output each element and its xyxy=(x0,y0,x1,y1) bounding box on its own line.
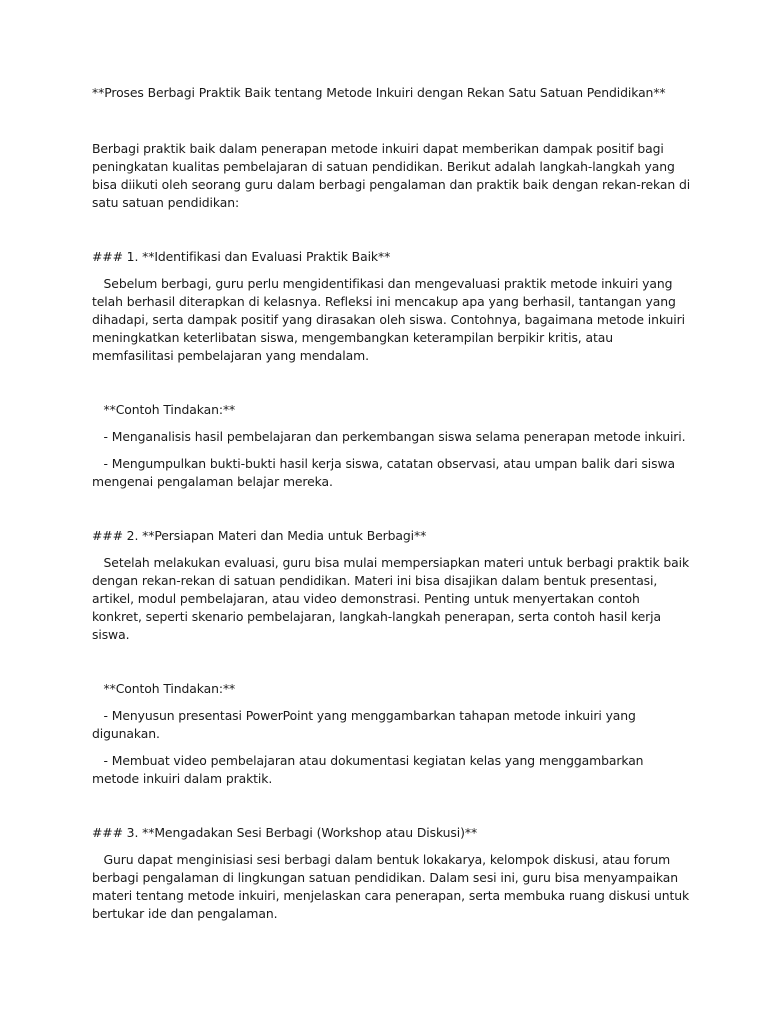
section-2-bullet-2: - Membuat video pembelajaran atau dokumentasi kegiatan kelas yang menggambarkan metode inkuiri dalam praktik. xyxy=(92,753,648,786)
section-1-heading: ### 1. **Identifikasi dan Evaluasi Praktik Baik** xyxy=(92,249,391,264)
section-2-body: Setelah melakukan evaluasi, guru bisa mulai mempersiapkan materi untuk berbagi praktik baik dengan rekan-rekan di satuan pendidikan. Materi ini bisa disajikan dalam bentuk presentasi, artikel, modul pembelajaran, atau video demonstrasi. Penting untuk menyertakan contoh konkret, seperti skenario pembelajaran, langkah-langkah penerapan, serta contoh hasil kerja siswa. xyxy=(92,555,693,642)
section-2-example-label: **Contoh Tindakan:** xyxy=(92,681,236,696)
section-1-example-label: **Contoh Tindakan:** xyxy=(92,402,236,417)
section-3-body: Guru dapat menginisiasi sesi berbagi dalam bentuk lokakarya, kelompok diskusi, atau forum berbagi pengalaman di lingkungan satuan pendidikan. Dalam sesi ini, guru bisa menyampaikan materi tentang metode inkuiri, menjelaskan cara penerapan, serta membuka ruang diskusi untuk bertukar ide dan pengalaman. xyxy=(92,852,693,921)
document-content xyxy=(92,84,692,959)
intro-paragraph: Berbagi praktik baik dalam penerapan metode inkuiri dapat memberikan dampak positif bagi peningkatan kualitas pembelajaran di satuan pendidikan. Berikut adalah langkah-langkah yang bisa diikuti oleh seorang guru dalam berbagi pengalaman dan praktik baik dengan rekan-rekan di satu satuan pendidikan: xyxy=(92,141,694,210)
section-3-heading: ### 3. **Mengadakan Sesi Berbagi (Workshop atau Diskusi)** xyxy=(92,825,478,840)
document-title: **Proses Berbagi Praktik Baik tentang Metode Inkuiri dengan Rekan Satu Satuan Pendidikan** xyxy=(92,85,666,100)
section-2-bullet-1: - Menyusun presentasi PowerPoint yang menggambarkan tahapan metode inkuiri yang digunakan. xyxy=(92,708,640,741)
section-1-bullet-2: - Mengumpulkan bukti-bukti hasil kerja siswa, catatan observasi, atau umpan balik dari siswa mengenai pengalaman belajar mereka. xyxy=(92,456,679,489)
section-2-heading: ### 2. **Persiapan Materi dan Media untuk Berbagi** xyxy=(92,528,427,543)
section-1-body: Sebelum berbagi, guru perlu mengidentifikasi dan mengevaluasi praktik metode inkuiri yang telah berhasil diterapkan di kelasnya. Refleksi ini mencakup apa yang berhasil, tantangan yang dihadapi, serta dampak positif yang dirasakan oleh siswa. Contohnya, bagaimana metode inkuiri meningkatkan keterlibatan siswa, mengembangkan keterampilan berpikir kritis, atau memfasilitasi pembelajaran yang mendalam. xyxy=(92,276,689,363)
section-1-bullet-1: - Menganalisis hasil pembelajaran dan perkembangan siswa selama penerapan metode inkuiri. xyxy=(92,429,686,444)
